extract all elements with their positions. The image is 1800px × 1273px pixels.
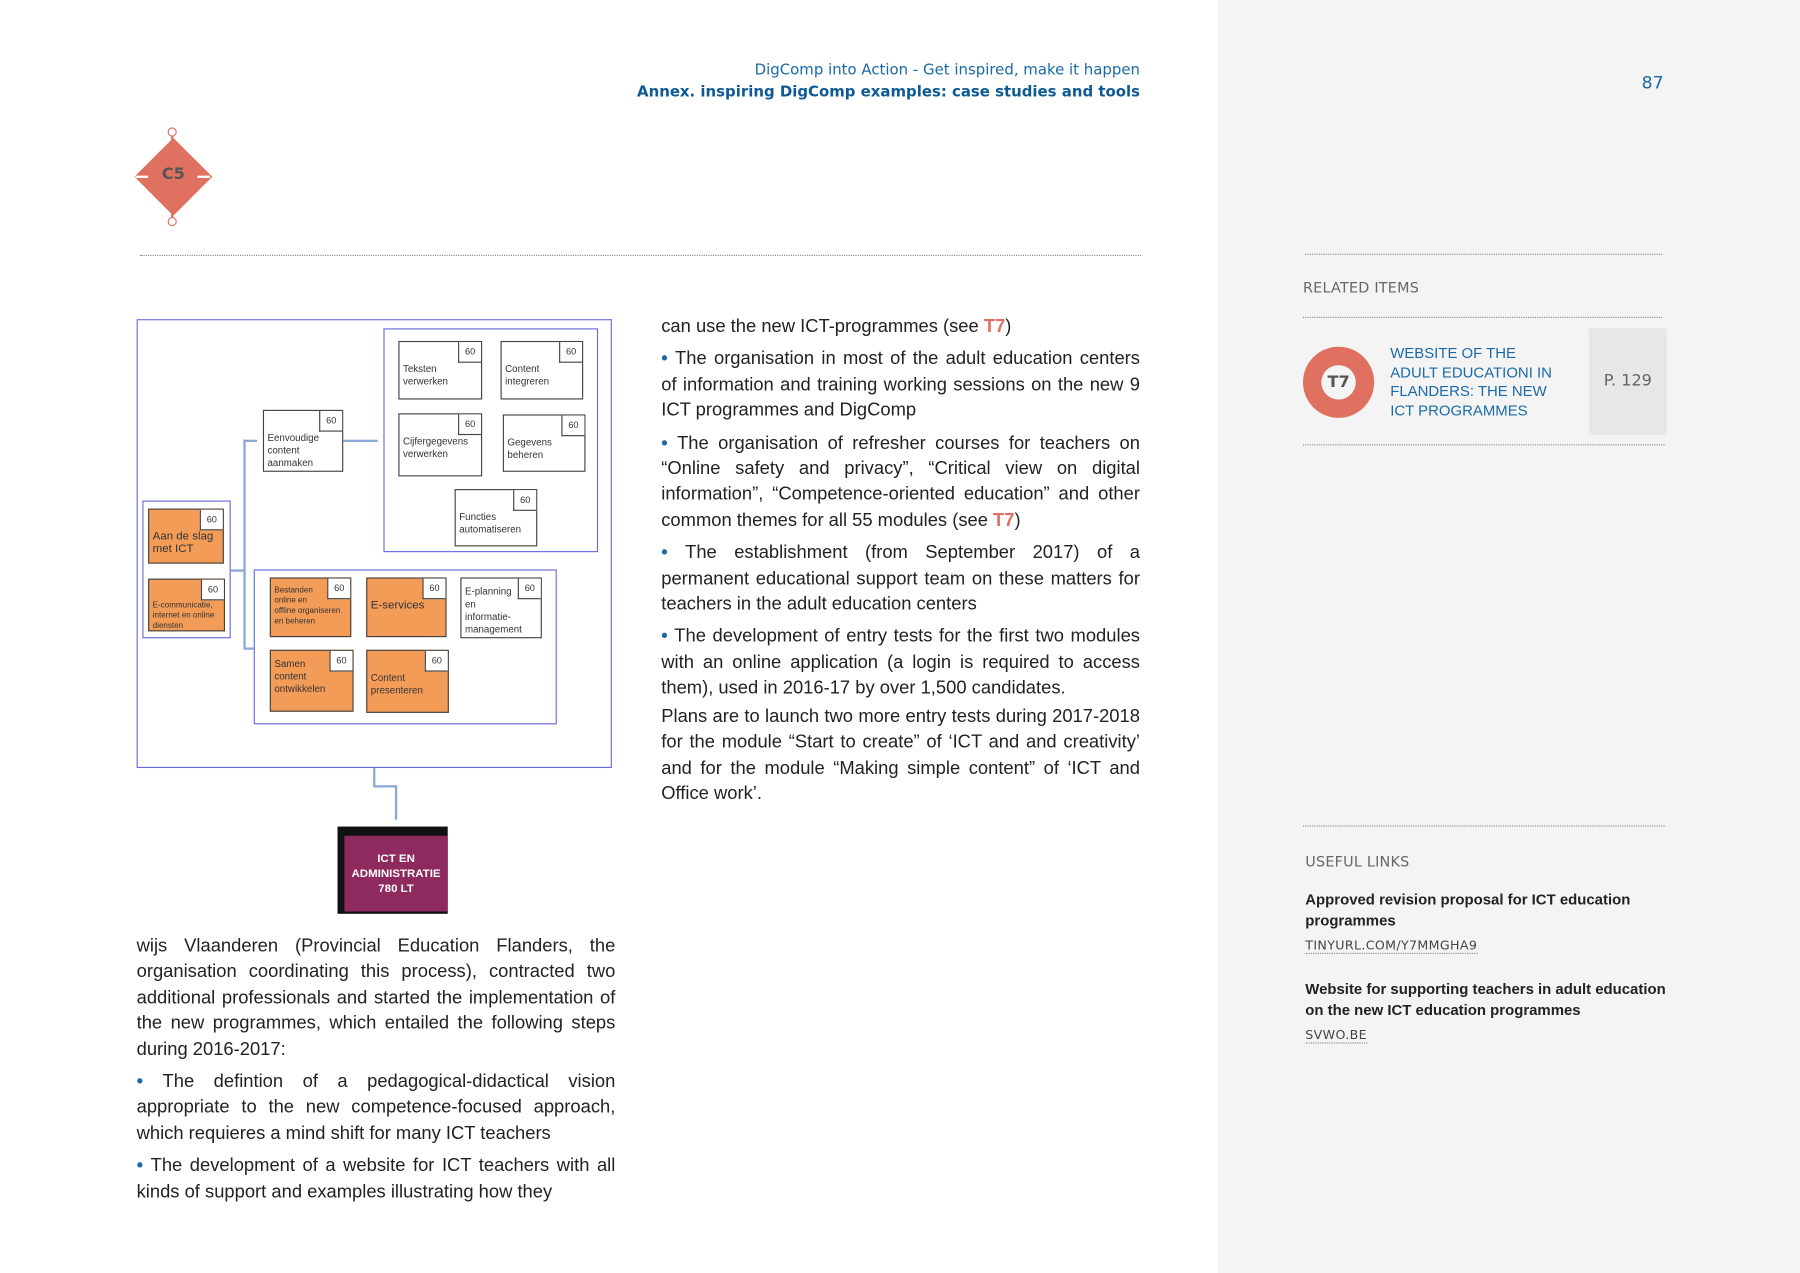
paragraph: can use the new ICT-programmes (see T7) (661, 316, 1012, 337)
connector-line (243, 647, 253, 649)
bullet-item: • The development of a website for ICT teachers with all kinds of support and examples illustrating how they (136, 1156, 616, 1202)
useful-link (1305, 979, 1670, 1043)
diagram-box: Cijfergegevens verwerken 60 (398, 413, 482, 476)
divider (140, 255, 1141, 256)
useful-link (1305, 890, 1670, 954)
case-badge-label: C5 (161, 165, 185, 184)
diagram-box: 60 Bestanden online en offline organiseren en beheren (270, 577, 352, 637)
useful-links-heading: USEFUL LINKS (1305, 852, 1410, 871)
diagram-box: Aan de slag met ICT 60 (148, 509, 224, 564)
bullet-item: • The organisation in most of the adult education centers of information and training working sessions on the new 9 ICT programmes and DigComp (661, 349, 1140, 421)
diagram-box: Content integreren 60 (501, 341, 584, 400)
connector-line (243, 440, 245, 649)
link-url[interactable]: SVWO.BE (1305, 1027, 1367, 1043)
diagram-box: 60 E-planning en informatie-management (460, 577, 542, 638)
bullet-item: • The development of entry tests for the first two modules with an online application (a login is required to access them), used in 2016-17 by over 1,500 candidates. (661, 627, 1140, 699)
bullet-item: • The establishment (from September 2017) of a permanent educational support team on these matters for teachers in the adult education centers (661, 543, 1140, 615)
left-column-text (137, 934, 616, 1212)
root-node-line: 780 LT (378, 882, 414, 896)
diagram-box: Functies automatiseren 60 (455, 489, 538, 546)
root-node-line: ICT EN (377, 852, 415, 866)
circle-icon (168, 127, 177, 136)
bullet-item: • The organisation of refresher courses for teachers on “Online safety and privacy”, “Critical view on digital information”, “Competence-oriented education” and other common themes for all 55 modules (see T7) (661, 433, 1140, 531)
paragraph: wijs Vlaanderen (Provincial Education Flanders, the organisation coordinating this process), contracted two additional professionals and started the implementation of the new programmes, which entailed the following steps during 2016-2017: (136, 936, 616, 1060)
bullet-item: • The defintion of a pedagogical-didactical vision appropriate to the new competence-focused approach, which requieres a mind shift for many ICT teachers (136, 1072, 616, 1144)
divider (1303, 825, 1665, 826)
link-url[interactable]: TINYURL.COM/Y7MMGHA9 (1305, 937, 1478, 953)
connector-line (395, 785, 397, 819)
divider (1305, 254, 1662, 255)
circle-icon (168, 217, 177, 226)
related-item-page: P. 129 (1589, 328, 1667, 435)
middle-column-text (661, 315, 1140, 815)
related-item-icon-label: T7 (1321, 365, 1355, 399)
connector-line (373, 768, 375, 786)
t7-reference-link[interactable]: T7 (983, 316, 1006, 337)
connector-line (343, 440, 377, 442)
diagram-box: Gegevens beheren 60 (503, 414, 586, 471)
useful-links-list (1305, 890, 1670, 1069)
diagram-box: Teksten verwerken 60 (398, 341, 482, 400)
connector-line (373, 785, 396, 787)
paragraph: Plans are to launch two more entry tests during 2017-2018 for the module “Start to create” of ‘ICT and and creativity’ and for the module “Making simple content” of ‘ICT and Office work’. (661, 706, 1140, 804)
t7-reference-link[interactable]: T7 (993, 510, 1015, 531)
related-item-title[interactable]: WEBSITE OF THE ADULT EDUCATIONI IN FLANDERS: THE NEW ICT PROGRAMMES (1390, 344, 1552, 419)
root-node-line: ADMINISTRATIE (351, 867, 441, 881)
related-items-heading: RELATED ITEMS (1302, 278, 1420, 297)
diagram-box: Content presenteren 60 (366, 650, 449, 713)
page-number: 87 (1641, 72, 1664, 93)
divider (1303, 444, 1665, 445)
link-title: Website for supporting teachers in adult education on the new ICT education programmes (1305, 980, 1666, 1019)
badge-tick (171, 135, 173, 146)
diagram-box: E-services 60 (366, 577, 446, 637)
running-header-section: Annex. inspiring DigComp examples: case studies and tools (637, 83, 1140, 102)
link-title: Approved revision proposal for ICT education programmes (1305, 890, 1631, 929)
diagram-box: 60 Samen content ontwikkelen (270, 650, 354, 712)
diagram-box: E-communicatie, internet en online diensten 60 (148, 579, 225, 632)
diagram-box: Eenvoudige content aanmaken 60 (263, 410, 343, 472)
connector-line (243, 440, 257, 442)
divider (1303, 317, 1662, 318)
running-header-title: DigComp into Action - Get inspired, make it happen (754, 61, 1140, 80)
sidebar-panel (1218, 0, 1800, 1273)
root-node (344, 836, 447, 912)
